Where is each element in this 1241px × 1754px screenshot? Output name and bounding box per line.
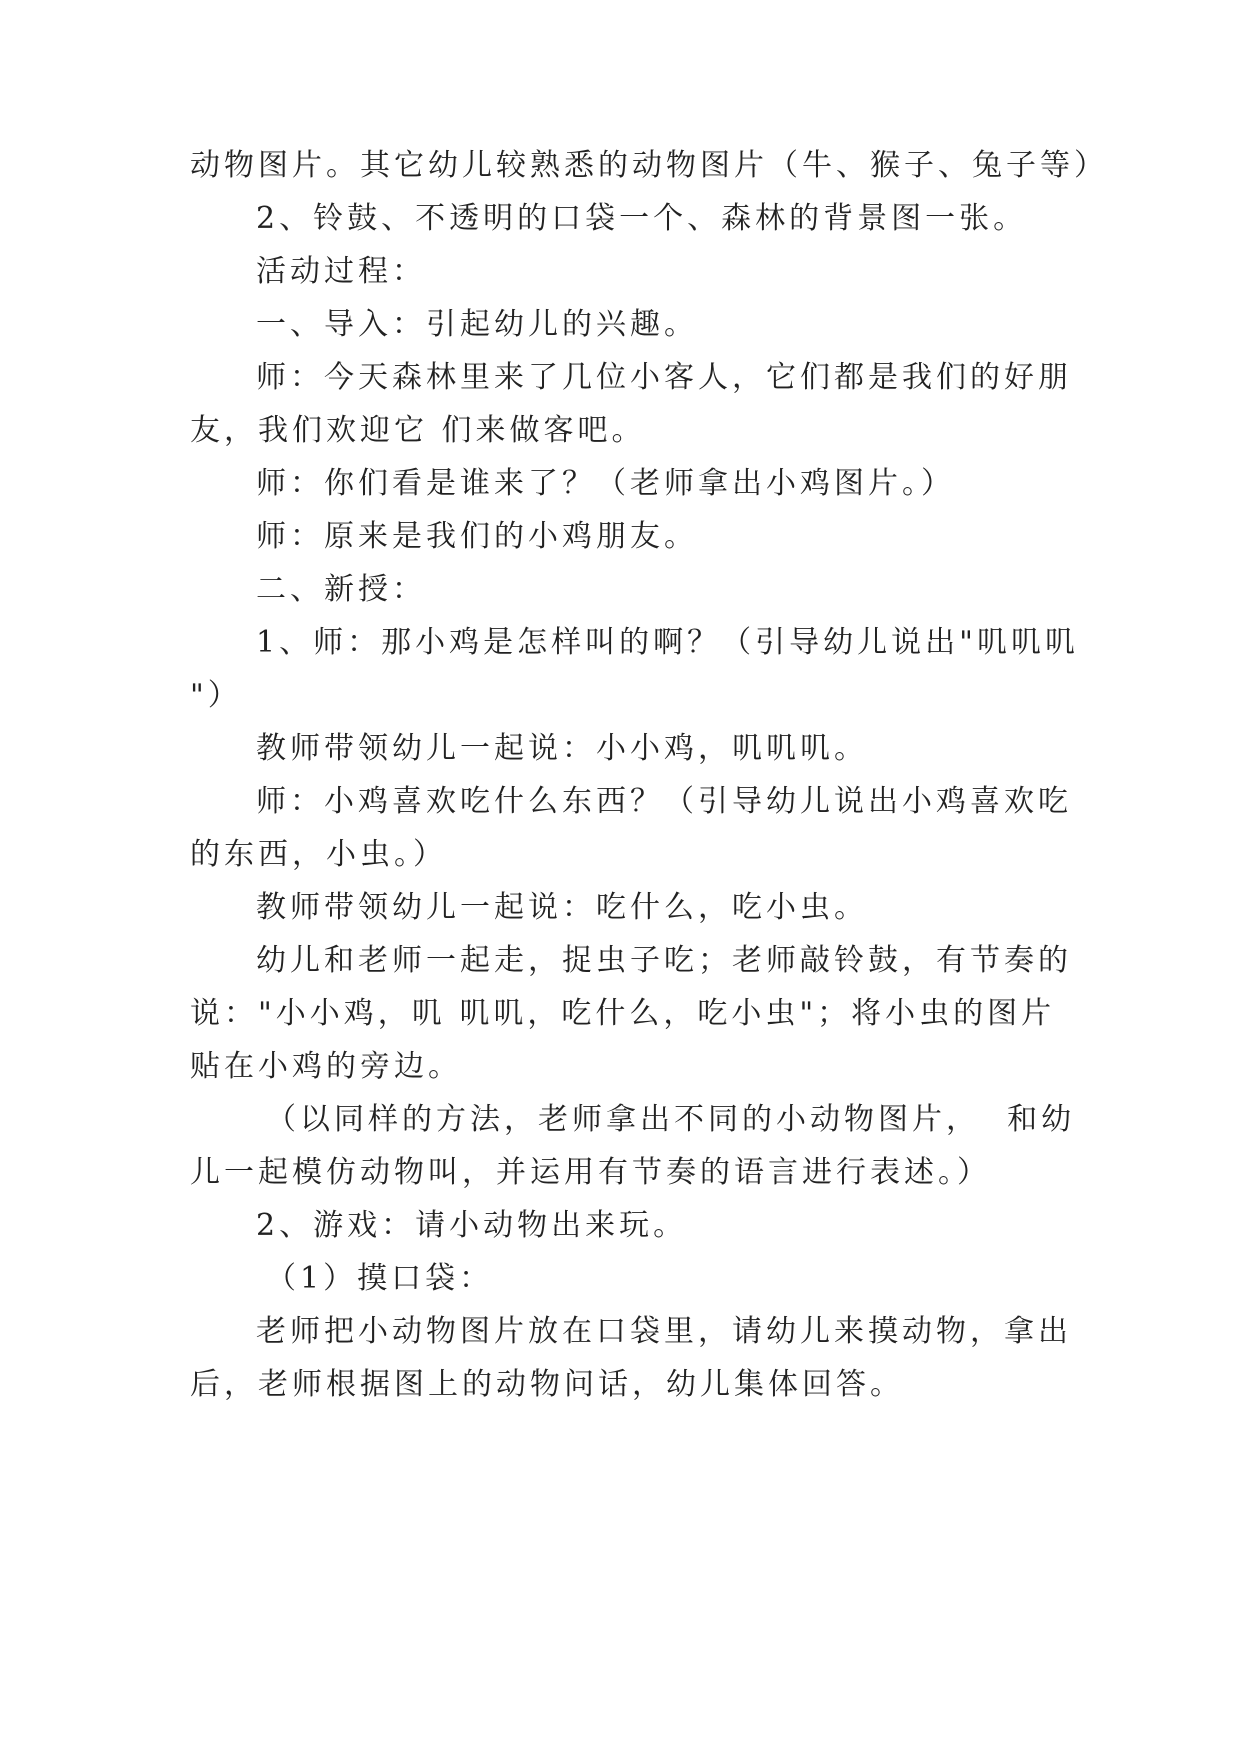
text-line: 幼儿和老师一起走，捉虫子吃；老师敲铃鼓，有节奏的 <box>256 943 1072 978</box>
text-line: 师：你们看是谁来了？（老师拿出小鸡图片。） <box>256 466 955 501</box>
text-line: 教师带领幼儿一起说：小小鸡，叽叽叽。 <box>256 731 868 766</box>
text-line: 师：小鸡喜欢吃什么东西？（引导幼儿说出小鸡喜欢吃 <box>256 784 1072 819</box>
text-line: 1、师：那小鸡是怎样叫的啊？（引导幼儿说出"叽叽叽 <box>256 625 1079 660</box>
text-line: 二、新授： <box>256 572 426 607</box>
text-line: 说："小小鸡，叽 叽叽，吃什么，吃小虫"；将小虫的图片 <box>190 996 1056 1031</box>
text-line: 后，老师根据图上的动物问话，幼儿集体回答。 <box>190 1367 904 1402</box>
text-line: 2、游戏：请小动物出来玩。 <box>256 1208 688 1243</box>
text-line: 活动过程： <box>256 254 426 289</box>
text-line: 的东西，小虫。） <box>190 837 447 872</box>
text-line: 教师带领幼儿一起说：吃什么，吃小虫。 <box>256 890 868 925</box>
text-line: 友，我们欢迎它 们来做客吧。 <box>190 413 646 448</box>
text-line: （1）摸口袋： <box>266 1261 494 1296</box>
text-line: （以同样的方法，老师拿出不同的小动物图片， 和幼 <box>266 1102 1076 1137</box>
text-line: "） <box>190 678 242 713</box>
text-line: 师：原来是我们的小鸡朋友。 <box>256 519 698 554</box>
text-line: 师：今天森林里来了几位小客人，它们都是我们的好朋 <box>256 360 1072 395</box>
text-line: 2、铃鼓、不透明的口袋一个、森林的背景图一张。 <box>256 201 1028 236</box>
text-line: 一、导入：引起幼儿的兴趣。 <box>256 307 698 342</box>
text-line: 动物图片。其它幼儿较熟悉的动物图片（牛、猴子、兔子等） <box>190 148 1108 183</box>
text-line: 儿一起模仿动物叫，并运用有节奏的语言进行表述。） <box>190 1155 991 1190</box>
text-line: 贴在小鸡的旁边。 <box>190 1049 462 1084</box>
text-line: 老师把小动物图片放在口袋里，请幼儿来摸动物，拿出 <box>256 1314 1072 1349</box>
